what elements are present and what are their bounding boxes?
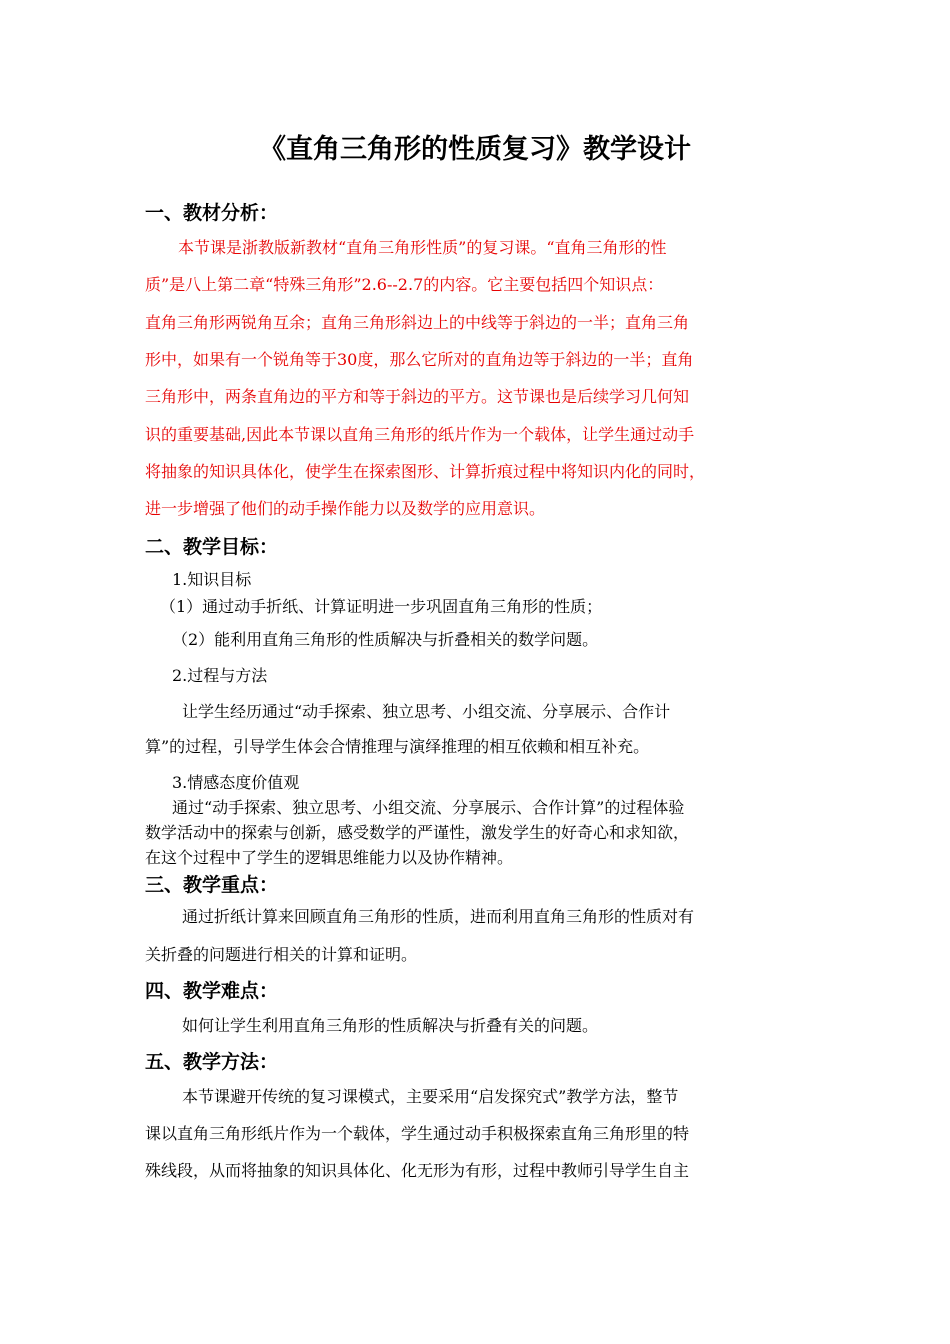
objective-knowledge-item-2: （2）能利用直角三角形的性质解决与折叠相关的数学问题。 [172,630,599,649]
section-heading-methods: 五、教学方法： [145,1051,279,1073]
methods-line-2: 课以直角三角形纸片作为一个载体，学生通过动手积极探索直角三角形里的特 [145,1124,690,1143]
objective-attitude-label: 3.情感态度价值观 [172,773,300,792]
materials-line-2: 质”是八上第二章“特殊三角形”2.6--2.7的内容。它主要包括四个知识点： [145,275,664,294]
section-heading-objectives: 二、教学目标： [145,536,279,558]
section-heading-key-points: 三、教学重点： [145,874,279,896]
document-title: 《直角三角形的性质复习》教学设计 [259,134,691,165]
materials-line-7: 将抽象的知识具体化，使学生在探索图形、计算折痕过程中将知识内化的同时， [145,462,706,481]
section-heading-materials: 一、教材分析： [145,202,279,224]
difficulties-line-1: 如何让学生利用直角三角形的性质解决与折叠有关的问题。 [182,1016,599,1035]
objective-process-label: 2.过程与方法 [172,666,268,685]
materials-line-8: 进一步增强了他们的动手操作能力以及数学的应用意识。 [145,499,546,518]
objective-attitude-line-2: 数学活动中的探索与创新，感受数学的严谨性，激发学生的好奇心和求知欲， [145,823,690,842]
materials-line-1: 本节课是浙教版新教材“直角三角形性质”的复习课。“直角三角形的性 [178,238,667,257]
materials-line-5: 三角形中，两条直角边的平方和等于斜边的平方。这节课也是后续学习几何知 [145,387,690,406]
objective-knowledge-label: 1.知识目标 [172,570,252,589]
section-heading-difficulties: 四、教学难点： [145,980,279,1002]
key-points-line-2: 关折叠的问题进行相关的计算和证明。 [145,945,418,964]
materials-line-6: 识的重要基础,因此本节课以直角三角形的纸片作为一个载体，让学生通过动手 [145,425,695,444]
objective-attitude-line-3: 在这个过程中了学生的逻辑思维能力以及协作精神。 [145,848,514,867]
objective-process-line-1: 让学生经历通过“动手探索、独立思考、小组交流、分享展示、合作计 [182,702,671,721]
materials-line-4: 形中，如果有一个锐角等于30度，那么它所对的直角边等于斜边的一半；直角 [145,350,694,369]
objective-process-line-2: 算”的过程，引导学生体会合情推理与演绎推理的相互依赖和相互补充。 [145,737,650,756]
methods-line-3: 殊线段，从而将抽象的知识具体化、化无形为有形，过程中教师引导学生自主 [145,1161,690,1180]
key-points-line-1: 通过折纸计算来回顾直角三角形的性质，进而利用直角三角形的性质对有 [182,907,695,926]
methods-line-1: 本节课避开传统的复习课模式，主要采用“启发探究式”教学方法，整节 [182,1087,679,1106]
objective-knowledge-item-1: （1）通过动手折纸、计算证明进一步巩固直角三角形的性质； [160,597,603,616]
objective-attitude-line-1: 通过“动手探索、独立思考、小组交流、分享展示、合作计算”的过程体验 [172,798,685,817]
materials-line-3: 直角三角形两锐角互余；直角三角形斜边上的中线等于斜边的一半；直角三角 [145,313,690,332]
